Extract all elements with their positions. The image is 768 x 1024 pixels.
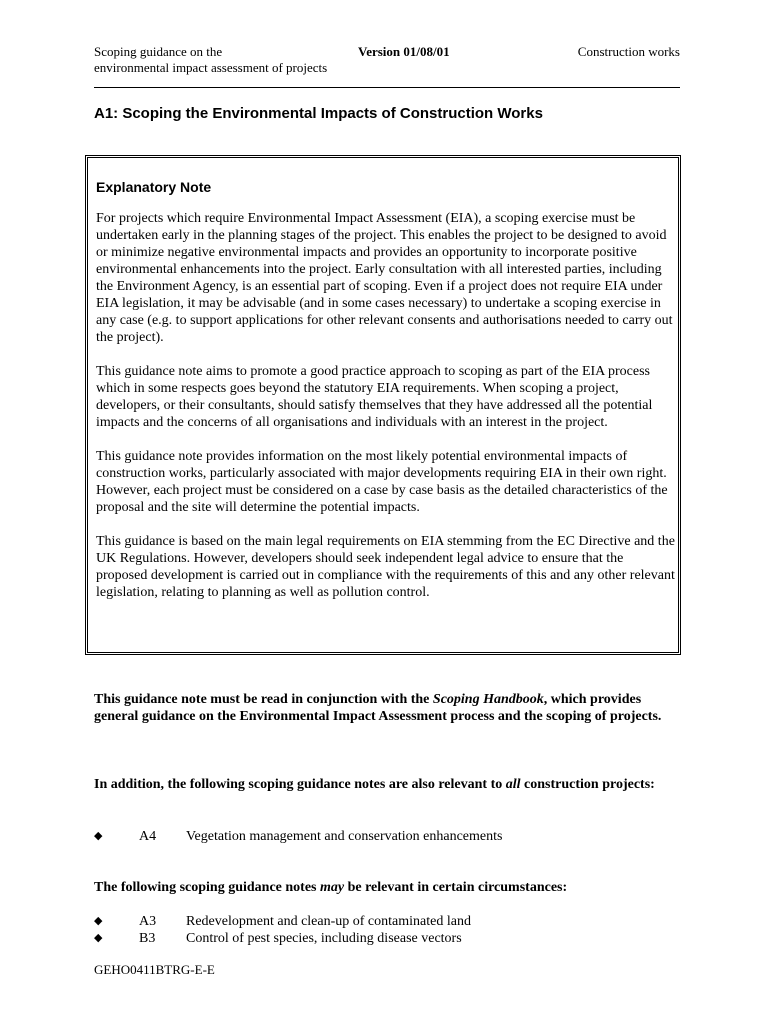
may-emphasis: may: [319, 880, 345, 895]
scoping-handbook-title: Scoping Handbook: [432, 692, 544, 707]
guidance-description: Vegetation management and conservation enhancements: [186, 829, 503, 844]
all-relevant-section: [94, 776, 684, 793]
all-relevant-list: [94, 828, 684, 845]
note-paragraph: This guidance note aims to promote a good practice approach to scoping as part of the EIA process which in some respects goes beyond the statutory EIA requirements. When scoping a project, developers, or their consultants, should satisfy themselves that they have addressed all the potential impacts and the concerns of all organisations and individuals with an interest in the project.: [96, 364, 653, 430]
explanatory-note-heading: Explanatory Note: [96, 179, 212, 195]
header-title-line1: Scoping guidance on the: [94, 44, 223, 59]
note-paragraph: For projects which require Environmental Impact Assessment (EIA), a scoping exercise must be undertaken early in the planning stages of the project. This enables the project to be designed to avoid or minimize negative environmental impacts and provides an opportunity to incorporate positive environmental enhancements into the project. Early consultation with all interested parties, including the Environment Agency, is an essential part of scoping. Even if a project does not require EIA under EIA legislation, it may be advisable (and in some cases necessary) to undertake a scoping exercise in any case (e.g. to support applications for other relevant consents and authorisations needed to carry out the project).: [96, 211, 673, 345]
conjunction-text-start: This guidance note must be read in conjunction with the: [94, 692, 433, 707]
conjunction-paragraph: [94, 691, 684, 725]
may-relevant-intro: [94, 879, 684, 896]
may-relevant-section: [94, 879, 684, 896]
all-relevant-text-start: In addition, the following scoping guidance notes are also relevant to: [94, 777, 506, 792]
guidance-code: A3: [139, 914, 157, 929]
header-title-line2: environmental impact assessment of projects: [94, 60, 328, 75]
diamond-bullet-icon: ◆: [94, 830, 103, 842]
all-emphasis: all: [505, 777, 521, 792]
diamond-bullet-icon: ◆: [94, 915, 103, 927]
page-header: [94, 44, 680, 76]
explanatory-note-box: [85, 155, 681, 655]
guidance-description: Control of pest species, including disease vectors: [186, 931, 462, 946]
conjunction-notice: [94, 691, 684, 725]
note-paragraph: This guidance is based on the main legal requirements on EIA stemming from the EC Directive and the UK Regulations. However, developers should seek independent legal advice to ensure that the proposed development is carried out in compliance with the requirements of this and any other relevant legislation, relating to planning as well as pollution control.: [96, 534, 675, 600]
page-title: A1: Scoping the Environmental Impacts of Construction Works: [94, 105, 543, 122]
note-paragraph: This guidance note provides information on the most likely potential environmental impacts of construction works, particularly associated with major developments requiring EIA in their own right. However, each project must be considered on a case by case basis as the detailed characteristics of the proposal and the site will determine the potential impacts.: [96, 449, 668, 515]
may-relevant-list: [94, 913, 684, 947]
may-relevant-text-end: be relevant in certain circumstances:: [344, 880, 568, 895]
list-item: [94, 828, 684, 845]
header-version: Version 01/08/01: [358, 44, 450, 59]
list-item: [94, 913, 684, 930]
all-relevant-intro: [94, 776, 684, 793]
conjunction-text-end: , which provides general guidance on the Environmental Impact Assessment process and the scoping of projects.: [94, 692, 662, 724]
all-relevant-text-end: construction projects:: [520, 777, 655, 792]
guidance-description: Redevelopment and clean-up of contaminated land: [186, 914, 471, 929]
header-section: Construction works: [577, 44, 680, 59]
list-item: [94, 930, 684, 947]
guidance-code: B3: [139, 931, 156, 946]
diamond-bullet-icon: ◆: [94, 932, 103, 944]
may-relevant-text-start: The following scoping guidance notes: [94, 880, 320, 895]
guidance-code: A4: [139, 829, 157, 844]
header-divider: [94, 87, 680, 88]
document-reference-code: GEHO0411BTRG-E-E: [94, 962, 215, 977]
header-doc-title: [94, 44, 354, 76]
